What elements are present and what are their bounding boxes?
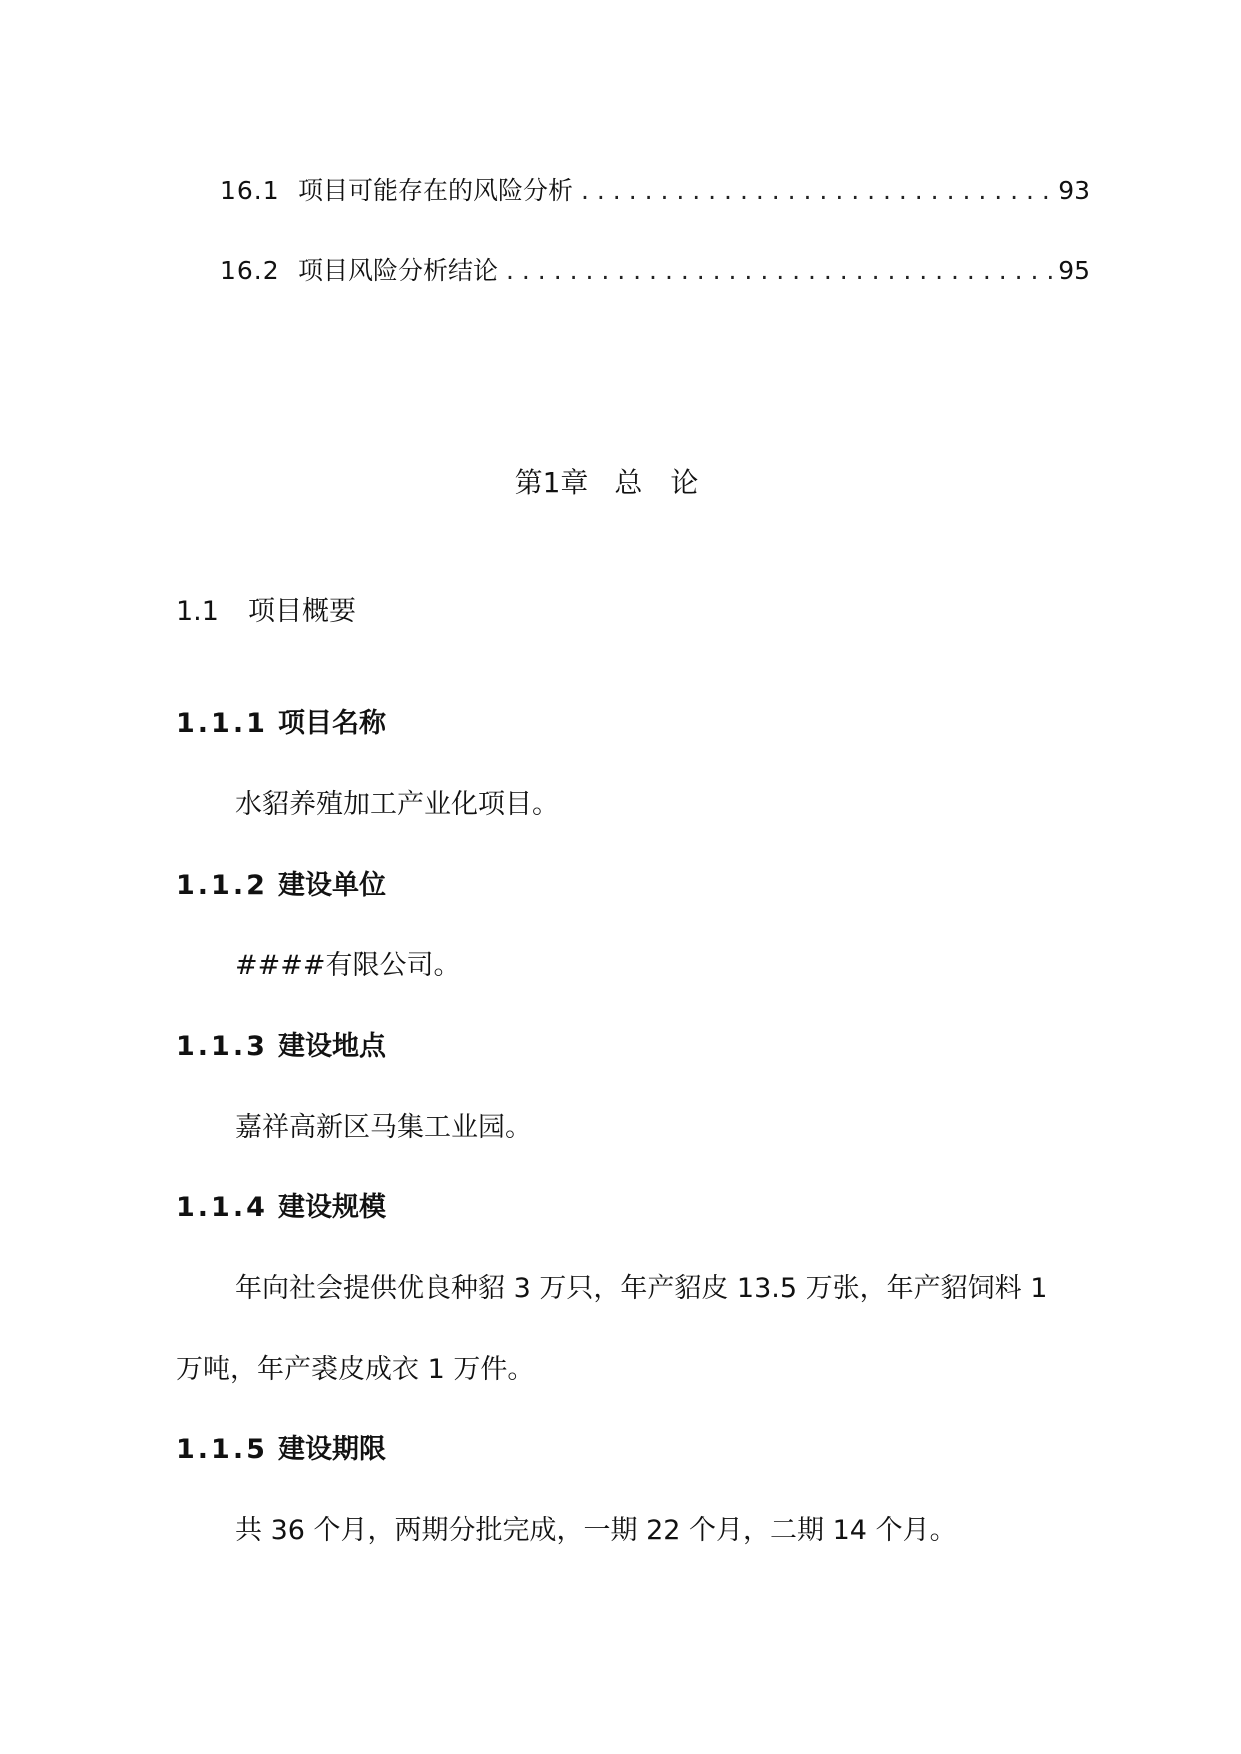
- subsection-title: 建设规模: [278, 1192, 386, 1223]
- toc-entry-number: 16.2: [220, 256, 280, 285]
- body-paragraph: 共 36 个月，两期分批完成，一期 22 个月，二期 14 个月。: [235, 1515, 957, 1546]
- body-paragraph: 年向社会提供优良种貂 3 万只，年产貂皮 13.5 万张，年产貂饲料 1: [235, 1273, 1048, 1304]
- toc-entry-number: 16.1: [220, 176, 280, 205]
- subsection-heading: [176, 1188, 386, 1228]
- chapter-number: 第1章: [514, 466, 589, 499]
- toc-entry-title: 项目风险分析结论: [298, 256, 499, 285]
- toc-entry[interactable]: [220, 251, 1090, 291]
- subsection-heading: [176, 866, 386, 906]
- subsection-heading: [176, 1027, 386, 1067]
- body-paragraph: 嘉祥高新区马集工业园。: [235, 1112, 532, 1143]
- subsection-number: 1.1.3: [176, 1031, 268, 1062]
- toc-entry-page: 95: [1058, 256, 1090, 285]
- chapter-title: 总论: [614, 466, 727, 499]
- toc-entry-page: 93: [1058, 176, 1090, 205]
- body-paragraph-continued: 万吨，年产裘皮成衣 1 万件。: [176, 1354, 535, 1385]
- subsection-title: 建设期限: [278, 1434, 386, 1465]
- chapter-heading: [0, 463, 1241, 503]
- subsection-heading: [176, 704, 386, 744]
- subsection-title: 建设地点: [278, 1031, 386, 1062]
- subsection-number: 1.1.1: [176, 708, 268, 739]
- toc-dot-leader: [506, 251, 1056, 291]
- subsection-number: 1.1.2: [176, 870, 268, 901]
- subsection-number: 1.1.4: [176, 1192, 268, 1223]
- subsection-number: 1.1.5: [176, 1434, 268, 1465]
- toc-dot-leader: [581, 171, 1056, 211]
- toc-entry-title: 项目可能存在的风险分析: [298, 176, 574, 205]
- section-heading: [176, 592, 356, 632]
- body-paragraph: 水貂养殖加工产业化项目。: [235, 789, 559, 820]
- subsection-title: 项目名称: [278, 708, 386, 739]
- body-paragraph: ####有限公司。: [235, 950, 461, 981]
- section-title: 项目概要: [248, 596, 356, 627]
- subsection-heading: [176, 1430, 386, 1470]
- toc-entry[interactable]: [220, 171, 1090, 211]
- subsection-title: 建设单位: [278, 870, 386, 901]
- section-number: 1.1: [176, 596, 219, 627]
